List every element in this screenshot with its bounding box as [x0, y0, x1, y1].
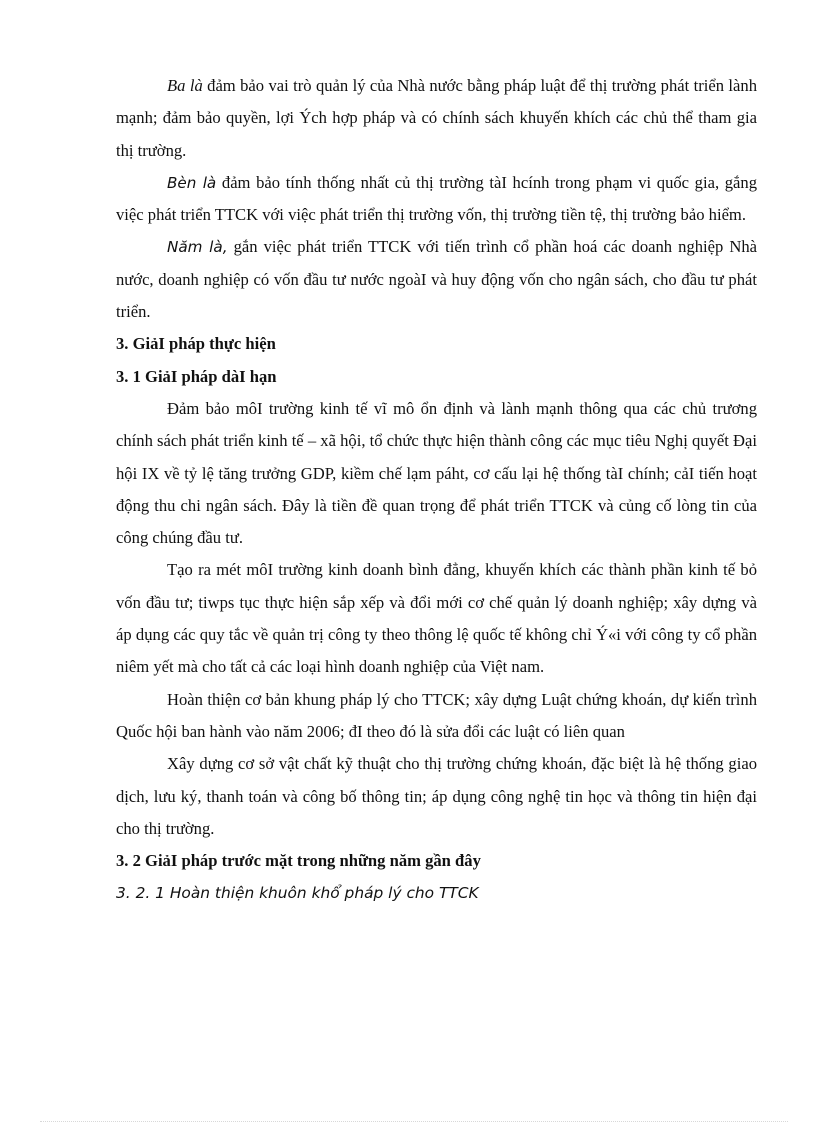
paragraph-text: gắn việc phát triển TTCK với tiến trình cổ phần hoá các doanh nghiệp Nhà nước, doanh nghiệp có vốn đầu tư nước ngoàI và huy động vốn cho ngân sách, cho đầu tư phát triển. [116, 237, 757, 322]
paragraph-text: đảm bảo vai trò quản lý của Nhà nước bằng pháp luật để thị trường phát triển lành mạnh; đảm bảo quyền, lợi Ých hợp pháp và có chính sách khuyến khích các chủ thể tham gia thị trường. [116, 76, 757, 160]
paragraph: Hoàn thiện cơ bản khung pháp lý cho TTCK; xây dựng Luật chứng khoán, dự kiến trình Quốc hội ban hành vào năm 2006; đI theo đó là sửa đổi các luật có liên quan [116, 689, 757, 741]
subsubsection-heading: 3. 2. 1 Hoàn thiện khuôn khổ pháp lý cho TTCK [116, 884, 479, 903]
paragraph-lead: Bèn là [167, 173, 217, 192]
paragraph: Đảm bảo môI trường kinh tế vĩ mô ổn định và lành mạnh thông qua các chủ trương chính sách phát triển kinh tế – xã hội, tổ chức thực hiện thành công các mục tiêu Nghị quyết Đại hội IX về tỷ lệ tăng trưởng GDP, kiềm chế lạm páht, cơ cấu lại hệ thống tàI chính; cảI tiến hoạt động thu chi ngân sách. Đây là tiền đề quan trọng để phát triển TTCK và củng cố lòng tin của công chúng đầu tư. [116, 398, 757, 548]
paragraph: Tạo ra mét môI trường kinh doanh bình đẳng, khuyến khích các thành phần kinh tế bỏ vốn đầu tư; tiwps tục thực hiện sắp xếp và đổi mới cơ chế quản lý doanh nghiệp; xây dựng và áp dụng các quy tắc về quản trị công ty theo thông lệ quốc tế không chỉ Ý«i với công ty cổ phần niêm yết mà cho tất cả các loại hình doanh nghiệp của Việt nam. [116, 560, 757, 677]
paragraph-ba-la [116, 70, 757, 167]
paragraph: Xây dựng cơ sở vật chất kỹ thuật cho thị trường chứng khoán, đặc biệt là hệ thống giao dịch, lưu ký, thanh toán và công bố thông tin; áp dụng công nghệ tin học và thông tin hiện đại cho thị trường. [116, 754, 757, 838]
paragraph-lead: Ba là [167, 76, 203, 95]
paragraph-lead: Năm là, [167, 238, 228, 257]
paragraph-text: đảm bảo tính thống nhất củ thị trường tàI hcính trong phạm vi quốc gia, gắng việc phát triển TTCK với việc phát triển thị trường vốn, thị trường tiền tệ, thị trường bảo hiểm. [116, 172, 757, 225]
subsection-heading: 3. 2 GiảI pháp trước mặt trong những năm gần đây [116, 851, 481, 871]
document-page [116, 70, 757, 910]
paragraph-nam-la [116, 231, 757, 328]
page-bottom-divider [40, 1121, 788, 1122]
subsection-heading: 3. 1 GiảI pháp dàI hạn [116, 366, 277, 386]
paragraph-bon-la [116, 167, 757, 232]
section-heading: 3. GiảI pháp thực hiện [116, 334, 276, 354]
